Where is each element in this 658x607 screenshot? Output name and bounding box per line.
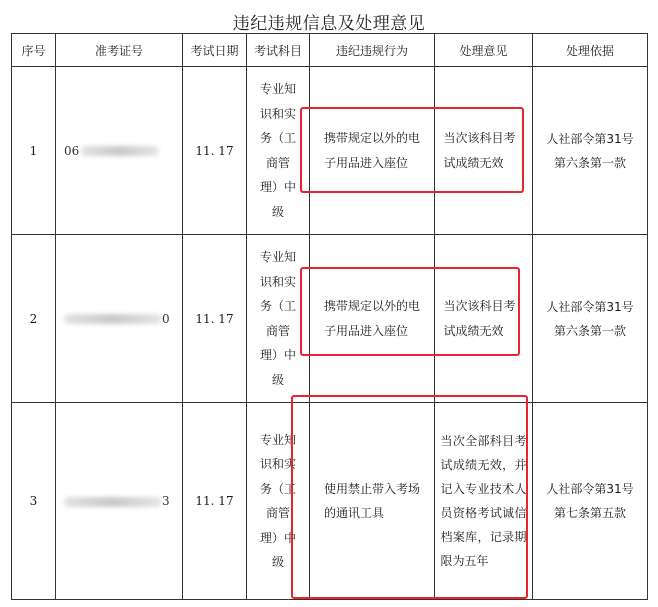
subject-line: 识和实 [259, 106, 296, 121]
table-row [12, 403, 648, 600]
decision-cell [435, 235, 533, 403]
exam-subject [254, 245, 302, 392]
subject-line: 识和实 [259, 457, 296, 471]
subject-line: 专业知 [259, 432, 296, 447]
redacted-id-blur [64, 314, 162, 324]
subject-line: 理）中 [259, 180, 296, 194]
header-exam-date: 考试日期 [183, 34, 247, 67]
decision-text: 当次该科目考试成绩无效 [443, 299, 516, 338]
decision-cell [435, 67, 533, 235]
header-exam-id: 准考证号 [56, 34, 183, 67]
exam-subject [254, 428, 302, 575]
exam-id-suffix: 3 [162, 494, 170, 508]
subject-cell [247, 235, 310, 403]
subject-line: 级 [271, 204, 284, 219]
subject-line: 务（工 [259, 131, 296, 145]
table-row [12, 67, 648, 235]
exam-id-prefix: 06 [64, 143, 80, 158]
exam-id-cell [56, 67, 183, 235]
basis-text: 人社部令第31号第六条第一款 [546, 131, 634, 170]
violation-cell [310, 403, 435, 600]
subject-line: 务（工 [259, 481, 296, 496]
redacted-id-blur [81, 146, 159, 156]
table-header-row [12, 34, 648, 67]
decision-cell [435, 403, 533, 600]
header-exam-subject: 考试科目 [247, 34, 310, 67]
subject-line: 理）中 [259, 530, 296, 545]
row-index: 3 [12, 403, 56, 600]
row-index: 1 [12, 67, 56, 235]
subject-line: 理）中 [259, 348, 296, 362]
subject-line: 务（工 [259, 299, 296, 313]
exam-id-suffix: 0 [162, 311, 170, 326]
violation-cell [310, 235, 435, 403]
basis-text: 人社部令第31号第六条第一款 [546, 299, 634, 338]
header-decision: 处理意见 [435, 34, 533, 67]
subject-line: 商管 [265, 155, 290, 170]
subject-cell [247, 67, 310, 235]
violation-cell [310, 67, 435, 235]
decision-text: 当次全部科目考试成绩无效，并记入专业技术人员资格考试诚信档案库，记录期限为五年 [440, 434, 527, 568]
violation-text: 使用禁止带入考场的通讯工具 [324, 481, 421, 520]
subject-line: 专业知 [259, 82, 296, 96]
subject-line: 商管 [265, 323, 290, 338]
subject-line: 级 [271, 372, 284, 387]
basis-cell [533, 67, 648, 235]
redacted-id-blur [64, 497, 162, 507]
page-title: 违纪违规信息及处理意见 [232, 14, 426, 34]
header-index: 序号 [12, 34, 56, 67]
violation-table [11, 33, 648, 600]
decision-text: 当次该科目考试成绩无效 [443, 131, 516, 170]
subject-line: 商管 [265, 506, 290, 520]
exam-id-cell [56, 235, 183, 403]
subject-line: 级 [271, 555, 284, 569]
subject-cell [247, 403, 310, 600]
basis-cell [533, 403, 648, 600]
header-basis: 处理依据 [533, 34, 648, 67]
table-row [12, 235, 648, 403]
violation-text: 携带规定以外的电子用品进入座位 [324, 131, 421, 170]
subject-line: 专业知 [259, 250, 296, 264]
exam-date: 11. 17 [183, 235, 247, 403]
exam-subject [254, 77, 302, 224]
exam-date: 11. 17 [183, 403, 247, 600]
header-violation: 违纪违规行为 [310, 34, 435, 67]
basis-cell [533, 235, 648, 403]
exam-id-cell [56, 403, 183, 600]
violation-text: 携带规定以外的电子用品进入座位 [324, 299, 421, 338]
exam-date: 11. 17 [183, 67, 247, 235]
subject-line: 识和实 [259, 274, 296, 289]
basis-text: 人社部令第31号第七条第五款 [546, 482, 634, 520]
row-index: 2 [12, 235, 56, 403]
